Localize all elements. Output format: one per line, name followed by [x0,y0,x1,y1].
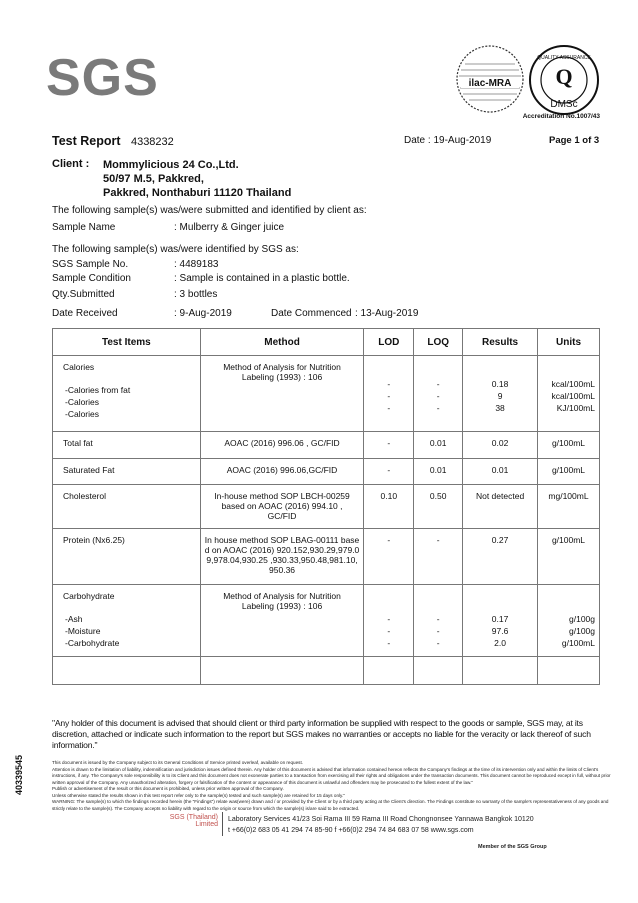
item-name: Carbohydrate [63,591,115,601]
footer-address-line: Laboratory Services 41/23 Soi Rama III 59 Rama III Road Chongnonsee Yannawa Bangkok 10120 [228,816,534,823]
sample-name-value: : Mulberry & Ginger juice [174,222,285,233]
fine-print-line: Attention is drawn to the limitation of liability, indemnification and jurisdiction issues defined therein. Any holder of this document is advised that information contained hereon reflects the Company's findings at the time of its intervention only and within the limits of Client's instructions, if any. The Company's sole responsibility is to its Client and this document does not exonerate parties to a transaction from exercising all their rights and obligations under the transaction documents. This document cannot be reproduced except in full, without prior written approval of the Company. Any unauthorized alteration, forgery or falsification of the content or appearance of this document is unlawful and offenders may be prosecuted to the fullest extent of the law." [52,766,611,785]
sub-item: -Calories [65,397,100,407]
side-code: 40339545 [14,754,24,795]
date-value: 19-Aug-2019 [433,135,492,146]
footer-address [228,814,534,836]
lod-cell: - - - [364,356,414,432]
footer-member: Member of the SGS Group [478,844,547,850]
dms-text: DMSc [550,99,578,110]
method-cell: AOAC (2016) 996.06,GC/FID [200,459,364,485]
ilac-mra-logo [455,44,525,114]
sgs-logo: SGS [46,49,159,107]
date-commenced-label: Date Commenced [271,308,352,319]
table-row [53,432,600,459]
client-address-line-2: Pakkred, Nonthaburi 11120 Thailand [103,187,292,199]
sample-condition-label: Sample Condition [52,273,131,284]
unit-cell: mg/100mL [538,485,600,529]
report-title-label: Test Report [52,134,121,148]
results-table [52,328,600,685]
qty-value: : 3 bottles [174,289,218,300]
sample-condition-value: : Sample is contained in a plastic bottle. [174,273,350,284]
fine-print-line: This document is issued by the Company subject to its General Conditions of Service printed overleaf, available on request. [52,760,304,765]
report-title [52,134,174,148]
fine-print-line: Unless otherwise stated the results shown in this test report refer only to the sample(s) tested and such sample(s) are retained for 15 days only." [52,792,345,798]
sgs-sample-label: SGS Sample No. [52,259,129,270]
table-header-row [53,329,600,356]
col-header-units: Units [538,329,600,356]
result-cell: 0.01 [463,459,538,485]
method-cell: Method of Analysis for Nutrition Labeling (1993) : 106 [200,585,364,657]
footer-company: SGS (Thailand) Limited [169,814,218,828]
col-header-lod: LOD [364,329,414,356]
item-cell: Total fat [53,432,201,459]
col-header-test-items: Test Items [53,329,201,356]
fine-print-line: WARNING: The sample(s) to which the findings recorded herein (the "Findings") relate was(were) drawn and / or provided by the Client or by a third party acting at the Client's direction. The Findings constitute no warranty of the sample's representativeness of any goods and strictly relate to the sample(s). The Company accepts no liability with regard to the origin or source from which the sample(s) is/are said to be extracted. [52,799,609,811]
footer-divider [222,812,223,836]
client-address-line-1: 50/97 M.5, Pakkred, [103,173,204,185]
sub-item: -Moisture [65,626,101,636]
result-cell: 0.18 9 38 [463,356,538,432]
result-cell: 0.27 [463,529,538,585]
unit-cell: g/100g g/100g g/100mL [538,585,600,657]
col-header-results: Results [463,329,538,356]
ilac-text: ilac-MRA [468,78,512,89]
loq-cell: - [414,529,463,585]
fine-print [52,760,612,812]
table-row-empty [53,657,600,685]
identified-statement: The following sample(s) was/were identified by SGS as: [52,244,299,255]
lod-cell: - [364,529,414,585]
fine-print-line: Publish or advertisement of the result or this document is prohibited, unless prior written approval of the Company. [52,786,284,791]
report-number: 4338232 [130,136,174,148]
sub-item: -Carbohydrate [65,638,120,648]
loq-cell: 0.50 [414,485,463,529]
client-label: Client : [52,158,90,170]
method-cell: AOAC (2016) 996.06 , GC/FID [200,432,364,459]
lod-cell: 0.10 [364,485,414,529]
dms-q-letter: Q [555,64,573,89]
disclaimer: "Any holder of this document is advised that should client or third party information be supplied with respect to the goods or sample, SGS may, at its discretion, attached or indicate such information to the report but SGS makes no warranties or accepts no liable for the veracity or lack thereof of such information." [52,718,591,750]
table-row [53,356,600,432]
lod-cell: - - - [364,585,414,657]
loq-cell: 0.01 [414,459,463,485]
dmsc-quality-assurance-logo [528,44,600,116]
sample-name-label: Sample Name [52,222,116,233]
date-received-value: : 9-Aug-2019 [174,308,232,319]
date-label: Date : [404,135,431,146]
page-indicator: Page 1 of 3 [549,135,600,146]
col-header-loq: LOQ [414,329,463,356]
lod-cell: - [364,432,414,459]
table-row [53,459,600,485]
lod-cell: - [364,459,414,485]
result-cell: 0.02 [463,432,538,459]
unit-cell: kcal/100mL kcal/100mL KJ/100mL [538,356,600,432]
quality-assurance-text: QUALITY ASSURANCE [537,55,591,61]
loq-cell: - - - [414,585,463,657]
method-cell: Method of Analysis for Nutrition Labeling (1993) : 106 [200,356,364,432]
footer-contact-line: t +66(0)2 683 05 41 294 74 85-90 f +66(0)2 294 74 84 683 07 58 www.sgs.com [228,827,474,834]
client-address [103,158,291,200]
unit-cell: g/100mL [538,529,600,585]
carbohydrate-items [53,585,201,657]
date-commenced-value: : 13-Aug-2019 [355,308,419,319]
sub-item: -Calories from fat [65,385,131,395]
loq-cell: - - - [414,356,463,432]
item-cell: Protein (Nx6.25) [53,529,201,585]
loq-cell: 0.01 [414,432,463,459]
item-name: Calories [63,362,95,372]
unit-cell: g/100mL [538,459,600,485]
date-received-label: Date Received [52,308,118,319]
sgs-sample-value: : 4489183 [174,259,219,270]
col-header-method: Method [200,329,364,356]
table-row [53,529,600,585]
sub-item: -Ash [65,614,83,624]
table-row [53,485,600,529]
item-cell: Cholesterol [53,485,201,529]
accreditation-number: Accreditation No.1007/43 [522,113,600,120]
table-row [53,585,600,657]
unit-cell: g/100mL [538,432,600,459]
method-cell: In house method SOP LBAG-00111 based on AOAC (2016) 920.152,930.29,979.09,978.04,930.25 ,930.33,950.48,981.10,950.36 [200,529,364,585]
result-cell: 0.17 97.6 2.0 [463,585,538,657]
sub-item: -Calories [65,409,100,419]
item-cell: Saturated Fat [53,459,201,485]
client-name: Mommylicious 24 Co.,Ltd. [103,159,239,171]
submitted-statement: The following sample(s) was/were submitted and identified by client as: [52,205,367,216]
qty-label: Qty.Submitted [52,289,115,300]
calories-items [53,356,201,432]
result-cell: Not detected [463,485,538,529]
report-date [404,135,491,146]
method-cell: In-house method SOP LBCH-00259 based on AOAC (2016) 994.10 , GC/FID [200,485,364,529]
